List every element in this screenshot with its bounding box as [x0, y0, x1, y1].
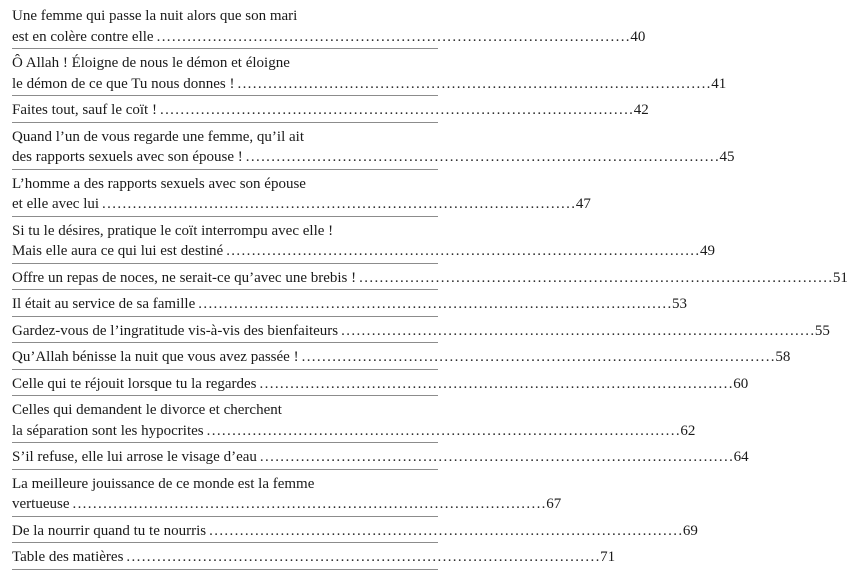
toc-page-number: 64 — [733, 449, 749, 465]
toc-entry-title: S’il refuse, elle lui arrose le visage d’eau — [12, 449, 257, 465]
toc-entry-title: De la nourrir quand tu te nourris — [12, 522, 207, 539]
toc-entry[interactable] — [12, 2, 646, 49]
toc-entry-title: le démon de ce que Tu nous donnes ! — [12, 75, 235, 92]
toc-entry[interactable] — [12, 49, 727, 96]
toc-entry-title: Offre un repas de noces, ne serait-ce qu’avec une brebis ! — [12, 269, 357, 286]
toc-entry-title: Ô Allah ! Éloigne de nous le démon et éloigne — [12, 55, 290, 71]
toc-entry-title: Gardez-vous de l’ingratitude vis-à-vis des bienfaiteurs — [12, 322, 339, 339]
toc-page-number: 51 — [832, 269, 848, 286]
toc-entry-title: la séparation sont les hypocrites — [12, 422, 204, 439]
toc-page-number: 49 — [699, 243, 715, 259]
toc-page-number: 71 — [600, 549, 616, 565]
toc-entry[interactable] — [12, 517, 698, 544]
toc-entry-title: Si tu le désires, pratique le coït interrompu avec elle ! — [12, 222, 334, 239]
toc-entry[interactable] — [12, 317, 830, 344]
dot-leader — [209, 521, 681, 542]
dot-leader — [160, 100, 632, 121]
toc-entry[interactable] — [12, 123, 735, 170]
toc-entry-title: des rapports sexuels avec son épouse ! — [12, 149, 243, 165]
toc-entry-title: Qu’Allah bénisse la nuit que vous avez passée ! — [12, 349, 299, 365]
toc-entry[interactable] — [12, 370, 749, 397]
toc-entry[interactable] — [12, 443, 749, 470]
dot-leader — [126, 547, 598, 568]
toc-entry[interactable] — [12, 96, 649, 123]
dot-leader — [207, 421, 679, 442]
toc-entry-title: est en colère contre elle — [12, 28, 154, 45]
toc-entry-title: Table des matières — [12, 549, 124, 565]
toc-page-number: 41 — [711, 75, 727, 92]
toc-entry-title: Quand l’un de vous regarde une femme, qu’il ait — [12, 128, 304, 145]
dot-leader — [246, 147, 718, 168]
toc-page-number: 55 — [814, 322, 830, 339]
toc-entry[interactable] — [12, 543, 616, 570]
toc-page-number: 53 — [672, 296, 688, 312]
dot-leader — [359, 268, 831, 289]
toc-entry-title: L’homme a des rapports sexuels avec son épouse — [12, 175, 306, 192]
toc-page-number: 69 — [682, 522, 698, 539]
dot-leader — [198, 294, 670, 315]
toc-entry[interactable] — [12, 343, 791, 370]
toc-entry[interactable] — [12, 396, 696, 443]
toc-entry-title: Une femme qui passe la nuit alors que son mari — [12, 8, 298, 24]
toc-entry-title: et elle avec lui — [12, 196, 100, 212]
toc-page-number: 47 — [575, 196, 591, 212]
toc-entry-title: Celles qui demandent le divorce et cherchent — [12, 402, 282, 418]
toc-entry[interactable] — [12, 217, 715, 264]
dot-leader — [72, 494, 544, 515]
toc-entry[interactable] — [12, 290, 688, 317]
toc-page-number: 62 — [680, 422, 696, 439]
dot-leader — [226, 241, 698, 262]
toc-entry[interactable] — [12, 264, 848, 291]
dot-leader — [260, 374, 732, 395]
toc-entry-title: Il était au service de sa famille — [12, 296, 196, 312]
dot-leader — [302, 347, 774, 368]
toc-page-number: 58 — [775, 349, 791, 365]
dot-leader — [341, 321, 813, 342]
toc-entry-title: Celle qui te réjouit lorsque tu la regardes — [12, 375, 257, 392]
toc-page-number: 67 — [546, 496, 562, 512]
dot-leader — [260, 447, 732, 468]
toc-page-number: 40 — [630, 28, 646, 45]
toc-page-number: 42 — [633, 102, 649, 118]
toc-entry-title: Faites tout, sauf le coït ! — [12, 102, 157, 118]
toc-page-number: 45 — [719, 149, 735, 165]
dot-leader — [157, 27, 629, 48]
toc-entry-title: La meilleure jouissance de ce monde est la femme — [12, 475, 315, 492]
toc-entry-title: Mais elle aura ce qui lui est destiné — [12, 243, 224, 259]
dot-leader — [102, 194, 574, 215]
toc-entry[interactable] — [12, 470, 562, 517]
toc-entry[interactable] — [12, 170, 591, 217]
toc-page-number: 60 — [733, 375, 749, 392]
toc-entry-title: vertueuse — [12, 496, 70, 512]
dot-leader — [237, 74, 709, 95]
